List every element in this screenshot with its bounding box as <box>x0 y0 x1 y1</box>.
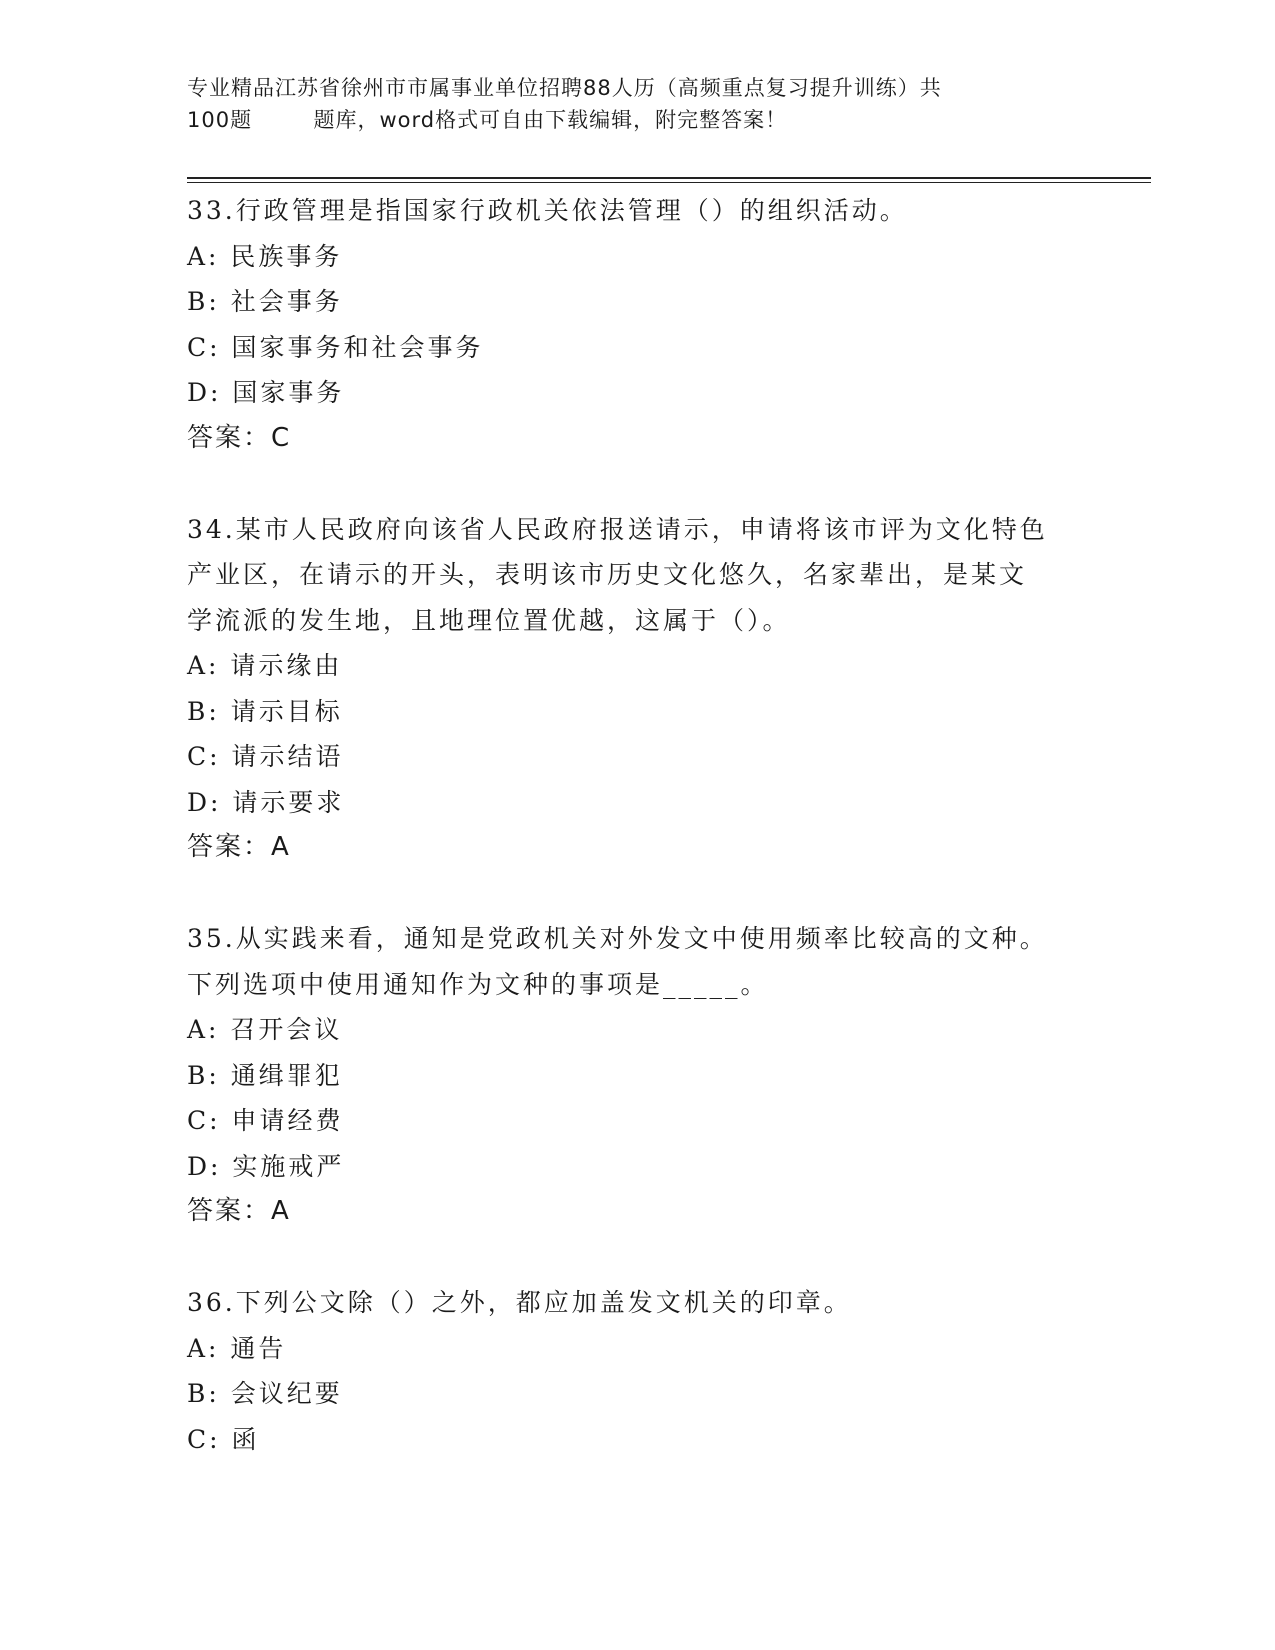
question-text-line: 下列选项中使用通知作为文种的事项是_____。 <box>187 969 769 999</box>
question-spacer <box>187 871 1087 917</box>
option-c: C: 函 <box>187 1424 260 1454</box>
question-33 <box>187 188 1087 461</box>
option-c: C: 国家事务和社会事务 <box>187 332 484 362</box>
option-a: A: 民族事务 <box>187 241 343 271</box>
header-divider-thin <box>187 182 1151 183</box>
header-title-line-1: 专业精品江苏省徐州市市属事业单位招聘88人历（高频重点复习提升训练）共 <box>187 76 942 100</box>
question-text-line: 产业区，在请示的开头，表明该市历史文化悠久，名家辈出，是某文 <box>187 560 1028 589</box>
option-b: B: 通缉罪犯 <box>187 1060 343 1090</box>
question-text <box>187 1280 1087 1326</box>
question-text <box>187 188 1087 234</box>
answer-line: 答案：A <box>187 1196 291 1226</box>
option-a: A: 通告 <box>187 1333 287 1363</box>
question-34 <box>187 507 1087 871</box>
header-title-line-2: 100题 题库，word格式可自由下载编辑，附完整答案！ <box>187 108 788 132</box>
answer-line: 答案：C <box>187 422 292 453</box>
document-header <box>187 72 1087 136</box>
option-d: D: 请示要求 <box>187 787 345 817</box>
option-b: B: 会议纪要 <box>187 1379 343 1408</box>
question-text-line: 34.某市人民政府向该省人民政府报送请示，申请将该市评为文化特色 <box>187 514 1048 544</box>
header-divider-thick <box>187 177 1151 179</box>
answer-line: 答案：A <box>187 832 291 862</box>
question-list <box>187 188 1087 1462</box>
option-a: A: 召开会议 <box>187 1015 343 1044</box>
question-text-line: 35.从实践来看，通知是党政机关对外发文中使用频率比较高的文种。 <box>187 924 1048 953</box>
option-a: A: 请示缘由 <box>187 651 343 680</box>
question-text <box>187 916 1087 1007</box>
question-35 <box>187 916 1087 1235</box>
option-c: C: 请示结语 <box>187 742 344 771</box>
option-b: B: 社会事务 <box>187 287 343 316</box>
question-text <box>187 507 1087 644</box>
question-spacer <box>187 1235 1087 1281</box>
question-text-line: 36.下列公文除（）之外，都应加盖发文机关的印章。 <box>187 1288 852 1317</box>
option-c: C: 申请经费 <box>187 1106 344 1135</box>
question-spacer <box>187 461 1087 507</box>
question-36 <box>187 1280 1087 1462</box>
question-text-line: 33.行政管理是指国家行政机关依法管理（）的组织活动。 <box>187 196 908 225</box>
option-d: D: 实施戒严 <box>187 1151 345 1181</box>
option-b: B: 请示目标 <box>187 696 343 726</box>
question-text-line: 学流派的发生地，且地理位置优越，这属于（）。 <box>187 605 791 635</box>
option-d: D: 国家事务 <box>187 378 345 407</box>
